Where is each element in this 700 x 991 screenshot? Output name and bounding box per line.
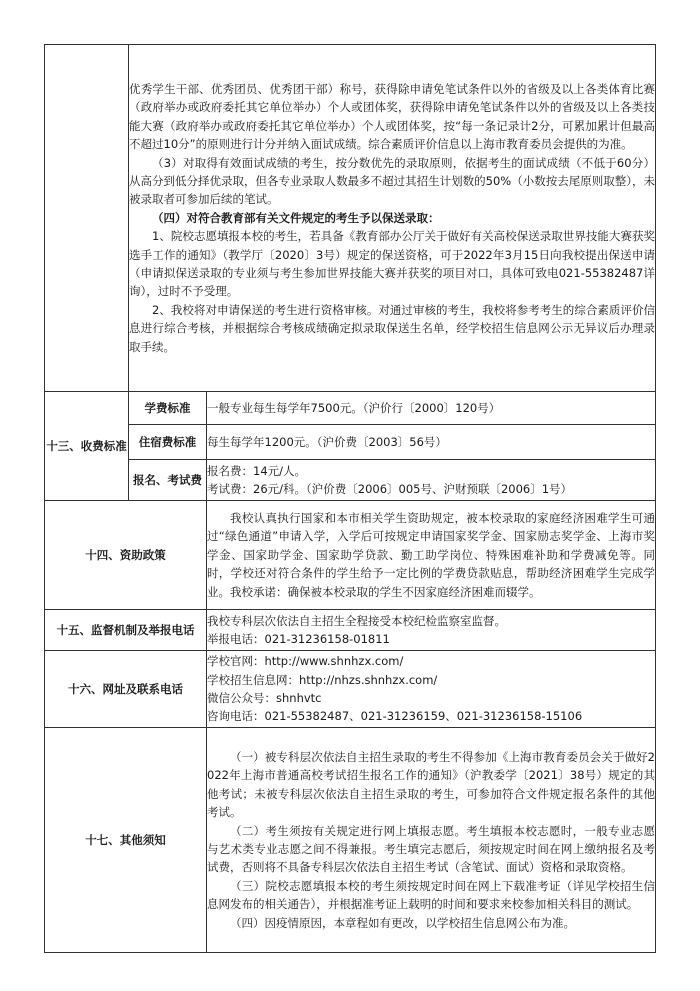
aid-row	[45, 501, 656, 610]
note-paragraph: （一）被专科层次依法自主招生录取的考生不得参加《上海市教育委员会关于做好2022年上海市普通高校考试招生报名工作的通知》（沪教委学〔2021〕38号）规定的其他考试；未被专科层次依法自主招生录取的考生，可参加符合文件规定报名条件的其他考试。	[207, 749, 655, 820]
paragraph: 我校认真执行国家和本市相关学生资助规定，被本校录取的家庭经济困难学生可通过“绿色通道”申请入学，入学后可按规定申请国家奖学金、国家励志奖学金、上海市奖学金、国家助学金、国家助学贷款、勤工助学岗位、特殊困难补助和学费减免等。同时，学校还对符合条件的学生给予一定比例的学费贷款贴息，帮助经济困难学生完成学业。我校承诺：确保被本校录取的学生不因家庭经济困难而辍学。	[207, 510, 655, 599]
paragraph: （3）对取得有效面试成绩的考生，按分数优先的录取原则，依据考生的面试成绩（不低于60分）从高分到低分择优录取，但各专业录取人数最多不超过其招生计划数的50%（小数按去尾原则取整），未被录取者可参加后续的笔试。	[129, 155, 655, 207]
official-site: 学校官网：http://www.shnhzx.com/	[207, 654, 404, 669]
fees-row-exam	[45, 460, 656, 501]
registration-fee: 报名费：14元/人。	[207, 463, 307, 478]
supervision-row	[45, 610, 656, 651]
fees-row-tuition	[45, 392, 656, 425]
continued-section-row	[45, 45, 656, 392]
wechat-account: 微信公众号：shnhvtc	[207, 691, 322, 705]
exam-fee-label: 报名、考试费	[129, 460, 207, 501]
fees-row-dorm	[45, 425, 656, 460]
note-paragraph: （三）院校志愿填报本校的考生须按规定时间在网上下载准考证（详见学校招生信息网发布的相关通告），并根据准考证上载明的时间和要求来校参加相关科目的测试。	[207, 878, 655, 912]
note-paragraph: （四）因疫情原因，本章程如有更改，以学校招生信息网公布为准。	[230, 915, 575, 930]
paragraph: 优秀学生干部、优秀团员、优秀团干部）称号，获得除申请免笔试条件以外的省级及以上各类体育比赛（政府举办或政府委托其它单位举办）个人或团体奖，获得除申请免笔试条件以外的省级及以上各类技能大赛（政府举办或政府委托其它单位举办）个人或团体奖，按“每一条记录计2分，可累加累计但最高不超过10分”的原则进行计分并纳入面试成绩。综合素质评价信息以上海市教育委员会提供的为准。	[129, 81, 655, 152]
aid-content	[207, 501, 656, 610]
report-phone: 举报电话：021-31236158-01811	[207, 632, 390, 646]
tuition-value: 一般专业每生每学年7500元。（沪价行〔2000〕120号）	[207, 392, 656, 425]
section-label-fees: 十三、收费标准	[45, 392, 129, 501]
section-label-supervision: 十五、监督机制及举报电话	[45, 610, 207, 651]
consult-phone: 咨询电话：021-55382487、021-31236159、021-31236158-15106	[207, 709, 583, 724]
admission-site: 学校招生信息网：http://nhzs.shnhzx.com/	[207, 672, 438, 687]
section-label-notes: 十七、其他须知	[45, 728, 207, 953]
paragraph: 1、院校志愿填报本校的考生，若具备《教育部办公厅关于做好有关高校保送录取世界技能大赛获奖选手工作的通知》（教学厅〔2020〕3号）规定的保送资格，可于2022年3月15日向我校提出保送申请（申请拟保送录取的专业须与考生参加世界技能大赛并获奖的项目对口，具体可致电021-55382487详询），过时不予受理。	[129, 229, 655, 299]
dorm-label: 住宿费标准	[129, 425, 207, 460]
subsection-heading: （四）对符合教育部有关文件规定的考生予以保送录取：	[152, 210, 440, 225]
notes-content	[207, 728, 656, 953]
supervision-content	[207, 610, 656, 651]
contact-row	[45, 651, 656, 728]
section-label-contact: 十六、网址及联系电话	[45, 651, 207, 728]
section-label-aid: 十四、资助政策	[45, 501, 207, 610]
notes-row	[45, 728, 656, 953]
note-paragraph: （二）考生须按有关规定进行网上填报志愿。考生填报本校志愿时，一般专业志愿与艺术类专业志愿之间不得兼报。考生填完志愿后，须按规定时间在网上缴纳报名及考试费，否则将不具备专科层次依法自主招生考试（含笔试、面试）资格和录取资格。	[207, 823, 655, 875]
tuition-label: 学费标准	[129, 392, 207, 425]
continued-content-cell	[129, 45, 656, 392]
contact-content	[207, 651, 656, 728]
exam-fee: 考试费：26元/科。（沪价费〔2006〕005号、沪财预联〔2006〕1号）	[207, 482, 573, 496]
dorm-value: 每生每学年1200元。（沪价费〔2003〕56号）	[207, 425, 656, 460]
exam-fee-value	[207, 460, 656, 501]
continued-label-cell	[45, 45, 129, 392]
admission-charter-table	[44, 44, 656, 953]
paragraph: 2、我校将对申请保送的考生进行资格审核。对通过审核的考生，我校将参考考生的综合素质评价信息进行综合考核，并根据综合考核成绩确定拟录取保送生名单，经学校招生信息网公示无异议后办理录取手续。	[129, 302, 655, 354]
supervision-text: 我校专科层次依法自主招生全程接受本校纪检监察室监督。	[207, 613, 506, 628]
